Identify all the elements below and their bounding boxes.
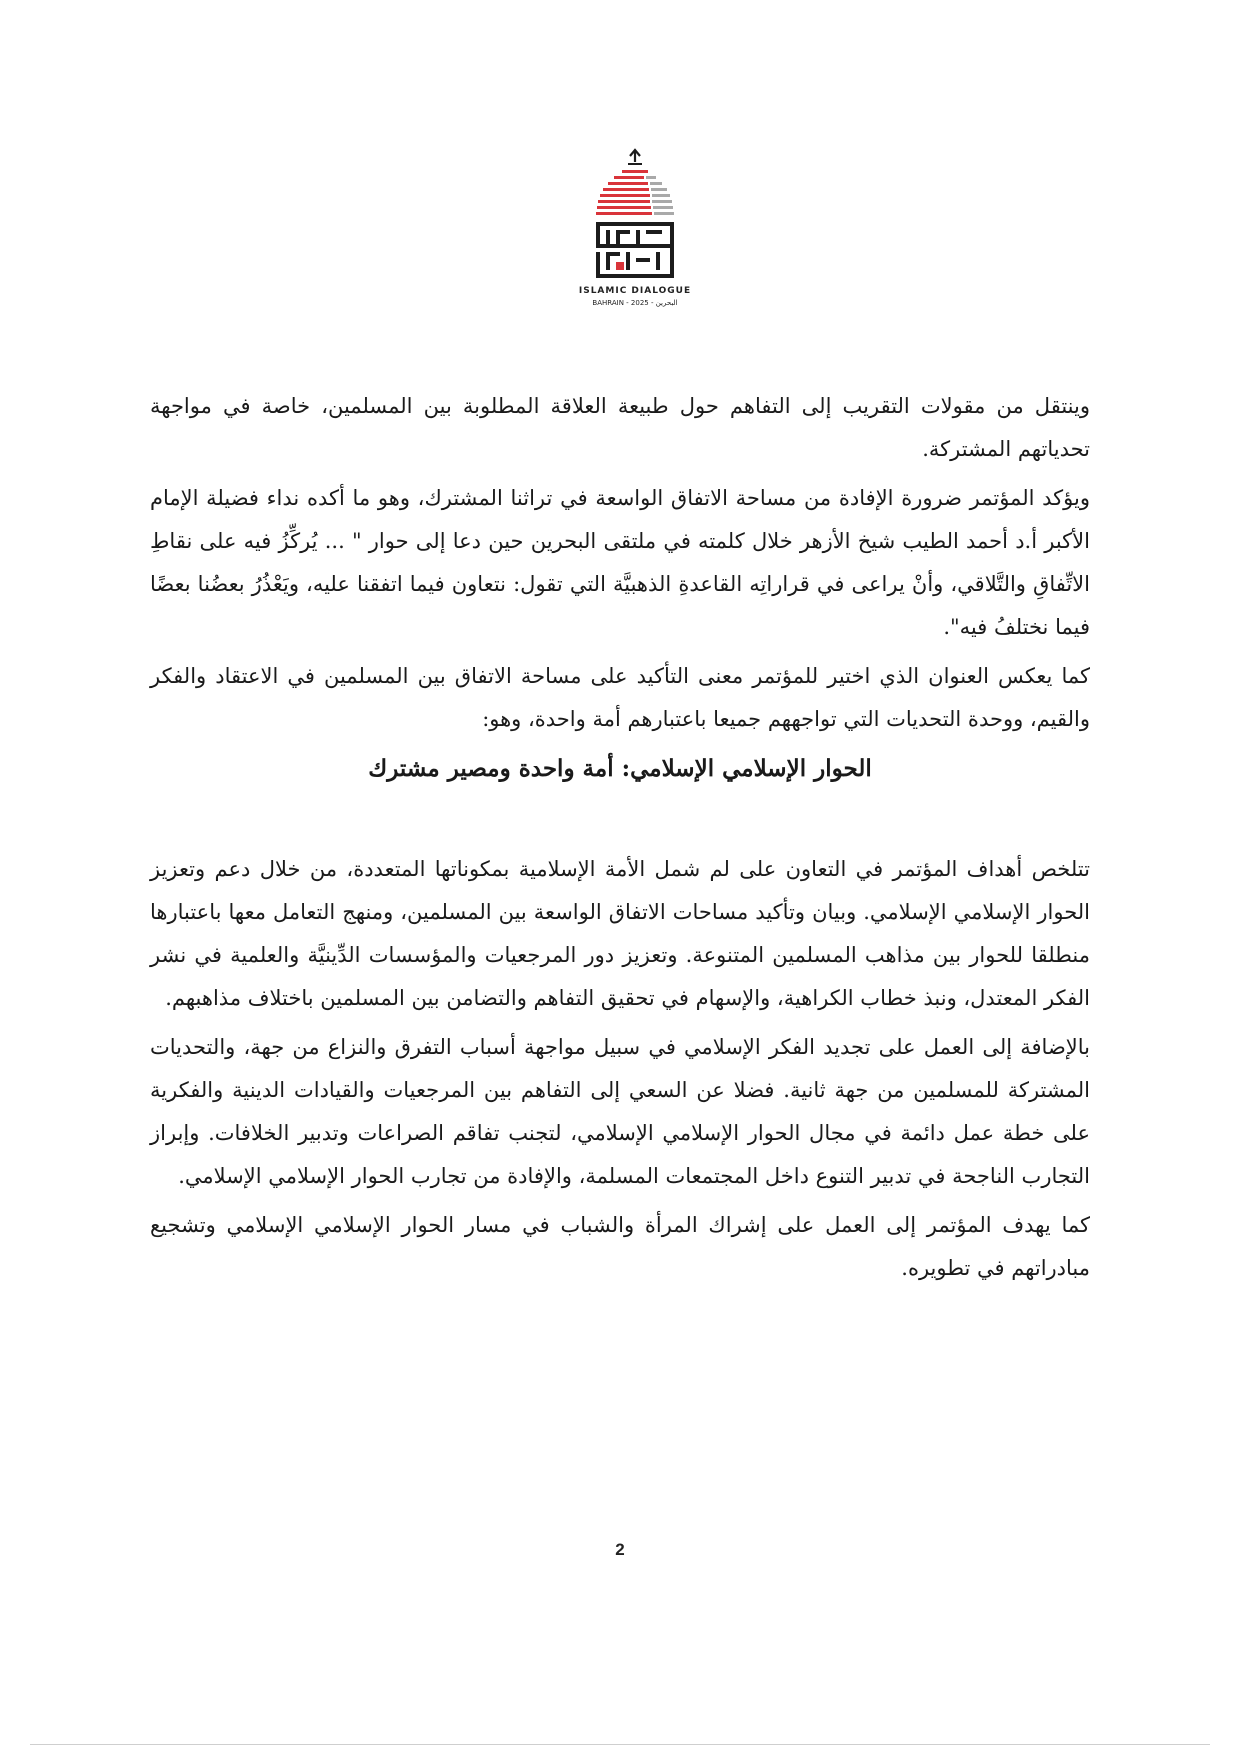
paragraph: وينتقل من مقولات التقريب إلى التفاهم حول طبيعة العلاقة المطلوبة بين المسلمين، خاصة في مواجهة تحدياتهم المشتركة.: [150, 394, 1090, 461]
logo-kufic-text: [596, 222, 674, 278]
bottom-divider: [30, 1744, 1210, 1745]
paragraph: بالإضافة إلى العمل على تجديد الفكر الإسلامي في سبيل مواجهة أسباب التفرق والنزاع من جهة، والتحديات المشتركة للمسلمين من جهة ثانية. فضلا عن السعي إلى التفاهم بين المرجعيات والقيادات الدينية والفكرية على خطة عمل دائمة في مجال الحوار الإسلامي الإسلامي، لتجنب تفاقم الصراعات وتدبير الخلافات. وإبراز التجارب الناجحة في تدبير التنوع داخل المجتمعات المسلمة، والإفادة من تجارب الحوار الإسلامي الإسلامي.: [150, 1035, 1090, 1188]
conference-logo: [570, 148, 700, 318]
logo-subtitle: BAHRAIN - 2025 - البحرين: [592, 299, 678, 307]
paragraph: كما يعكس العنوان الذي اختير للمؤتمر معنى التأكيد على مساحة الاتفاق بين المسلمين في الاعتقاد والفكر والقيم، ووحدة التحديات التي تواجههم جميعا باعتبارهم أمة واحدة، وهو:: [150, 664, 1090, 731]
logo-dome-stripes: [596, 170, 674, 215]
conference-title: الحوار الإسلامي الإسلامي: أمة واحدة ومصير مشترك: [368, 755, 872, 782]
page-number: 2: [615, 1540, 625, 1559]
logo-crescent-icon: [628, 150, 642, 164]
paragraph: كما يهدف المؤتمر إلى العمل على إشراك المرأة والشباب في مسار الحوار الإسلامي الإسلامي وتشجيع مبادراتهم في تطويره.: [150, 1213, 1090, 1280]
paragraph: ويؤكد المؤتمر ضرورة الإفادة من مساحة الاتفاق الواسعة في تراثنا المشترك، وهو ما أكده نداء فضيلة الإمام الأكبر أ.د أحمد الطيب شيخ الأزهر خلال كلمته في ملتقى البحرين حين دعا إلى حوار " ... يُركِّزُ فيه على نقاطِ الاتِّفاقِ والتَّلاقي، وأنْ يراعى في قراراتِه القاعدةِ الذهبيَّة التي تقول: نتعاون فيما اتفقنا عليه، ويَعْذُرُ بعضُنا بعضًا فيما نختلفُ فيه".: [150, 486, 1090, 639]
logo-english-title: ISLAMIC DIALOGUE: [578, 286, 692, 296]
logo-emblem: [570, 148, 700, 284]
paragraph: تتلخص أهداف المؤتمر في التعاون على لم شمل الأمة الإسلامية بمكوناتها المتعددة، من خلال دعم وتعزيز الحوار الإسلامي الإسلامي. وبيان وتأكيد مساحات الاتفاق الواسعة بين المسلمين، ومنهج التعامل معها باعتبارها منطلقا للحوار بين مذاهب المسلمين المتنوعة. وتعزيز دور المرجعيات والمؤسسات الدِّينيَّة والعلمية في نشر الفكر المعتدل، ونبذ خطاب الكراهية، والإسهام في تحقيق التفاهم والتضامن بين المسلمين باختلاف مذاهبهم.: [150, 857, 1090, 1010]
document-body: [150, 385, 1090, 1296]
